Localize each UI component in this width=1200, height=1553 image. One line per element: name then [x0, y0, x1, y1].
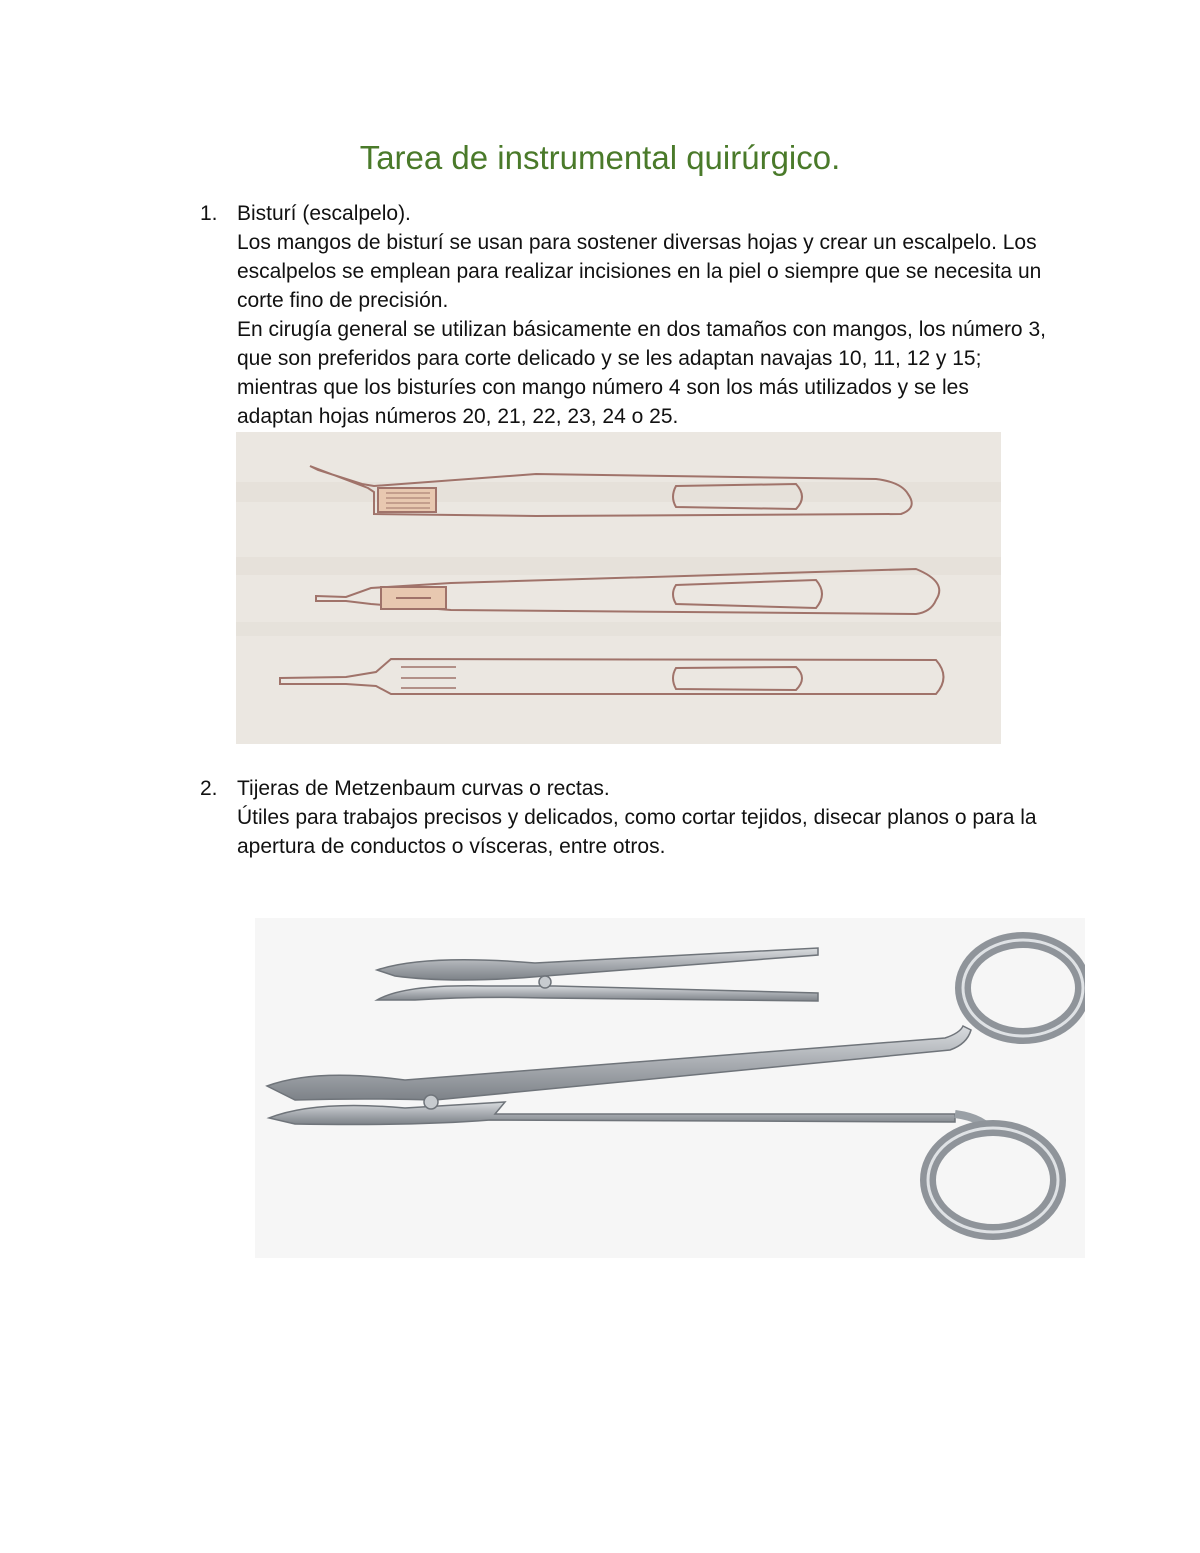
scalpel-handles-image: [236, 432, 1001, 744]
item-heading: Tijeras de Metzenbaum curvas o rectas.: [237, 777, 610, 800]
page-title: Tarea de instrumental quirúrgico.: [359, 139, 841, 176]
item-heading: Bisturí (escalpelo).: [237, 202, 411, 225]
metzenbaum-scissors-image: [255, 918, 1085, 1258]
item-paragraph: En cirugía general se utilizan básicamente en dos tamaños con mangos, los número 3, que son preferidos para corte delicado y se les adaptan navajas 10, 11, 12 y 15; mientras que los bisturíes con mango número 4 son los más utilizados y se les adaptan hojas números 20, 21, 22, 23, 24 o 25.: [237, 318, 1046, 428]
list-number: 1.: [200, 202, 218, 225]
item-paragraph: Útiles para trabajos precisos y delicados, como cortar tejidos, disecar planos o para la apertura de conductos o vísceras, entre otros.: [237, 806, 1037, 858]
item-paragraph: Los mangos de bisturí se usan para sostener diversas hojas y crear un escalpelo. Los escalpelos se emplean para realizar incisiones en la piel o siempre que se necesita un corte fino de precisión.: [237, 231, 1042, 312]
list-number: 2.: [200, 777, 218, 800]
